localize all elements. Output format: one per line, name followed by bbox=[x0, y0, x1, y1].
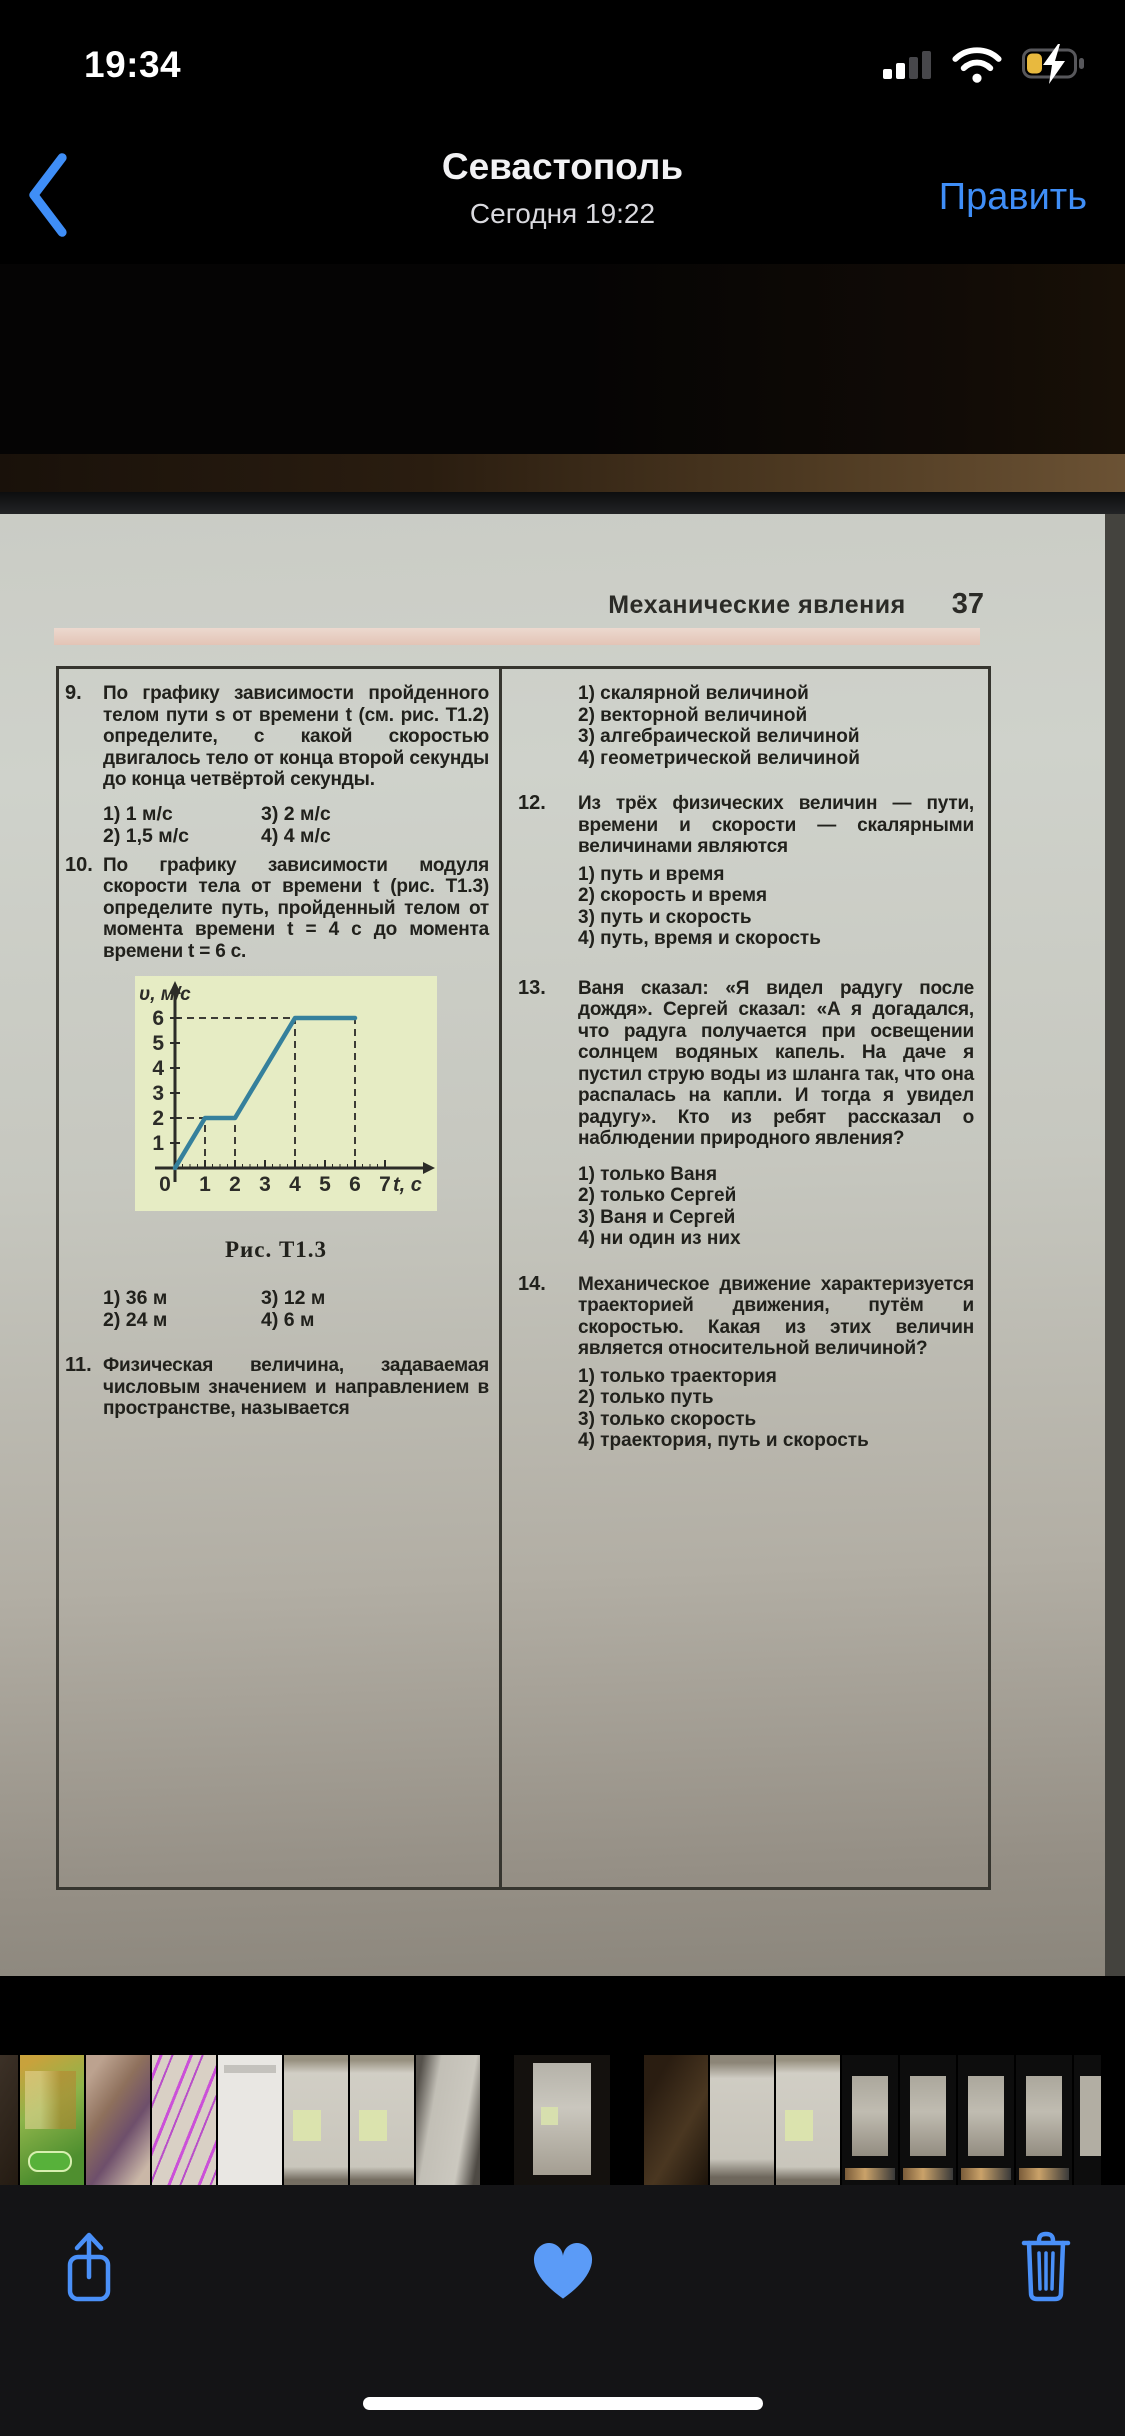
thumbnail-current-photo[interactable] bbox=[514, 2055, 610, 2185]
question-text: Физическая величина, задаваемая числовым значением и направлением в пространстве, называется bbox=[103, 1355, 489, 1419]
svg-text:0: 0 bbox=[159, 1173, 171, 1196]
question-9-options bbox=[103, 803, 489, 847]
section-title: Механические явления bbox=[608, 591, 906, 619]
option: 3) Ваня и Сергей bbox=[578, 1206, 736, 1228]
option: 1) скалярной величиной bbox=[578, 683, 809, 704]
delete-button[interactable] bbox=[1013, 2227, 1079, 2312]
clock: 19:34 bbox=[84, 44, 182, 85]
question-number: 12. bbox=[518, 792, 546, 814]
velocity-time-chart bbox=[135, 976, 437, 1211]
option: 4) геометрической величиной bbox=[578, 747, 860, 769]
thumbnail-nested-screenshot[interactable] bbox=[900, 2055, 956, 2185]
option: 4) 6 м bbox=[261, 1309, 315, 1331]
option: 3) путь и скорость bbox=[578, 906, 752, 928]
svg-text:6: 6 bbox=[152, 1007, 164, 1030]
chart-figure bbox=[135, 976, 437, 1211]
status-bar bbox=[0, 0, 1125, 100]
thumbnail-nested-screenshot[interactable] bbox=[842, 2055, 898, 2185]
question-text: Механическое движение характеризуется траекторией движения, путём и скоростью. Какая из этих величин является относительной величиной? bbox=[578, 1273, 974, 1359]
option: 2) 24 м bbox=[103, 1309, 168, 1331]
option: 4) траектория, путь и скорость bbox=[578, 1430, 869, 1451]
edit-button[interactable]: Править bbox=[938, 176, 1087, 218]
option: 3) только скорость bbox=[578, 1408, 757, 1430]
questions-table bbox=[56, 666, 991, 1890]
svg-text:3: 3 bbox=[259, 1173, 271, 1196]
thumbnail-textbook-graph-page[interactable] bbox=[350, 2055, 414, 2185]
question-10 bbox=[63, 855, 489, 963]
option: 3) алгебраической величиной bbox=[578, 726, 860, 747]
question-text: Из трёх физических величин — пути, времени и скорости — скалярными величинами являются bbox=[578, 793, 974, 857]
question-12-options bbox=[578, 864, 974, 950]
trash-icon bbox=[1013, 2227, 1079, 2307]
thumbnail-homescapes-game[interactable] bbox=[20, 2055, 84, 2185]
photo-date-subtitle: Сегодня 19:22 bbox=[469, 198, 656, 229]
svg-text:3: 3 bbox=[152, 1082, 164, 1105]
thumbnail-nested-screenshot-edge[interactable] bbox=[1074, 2055, 1101, 2185]
home-indicator[interactable] bbox=[363, 2397, 763, 2410]
option: 4) путь, время и скорость bbox=[578, 928, 821, 949]
svg-text:υ, м/с: υ, м/с bbox=[139, 984, 191, 1005]
option: 3) 12 м bbox=[261, 1287, 326, 1309]
svg-text:5: 5 bbox=[152, 1032, 164, 1055]
svg-text:2: 2 bbox=[152, 1107, 164, 1130]
svg-text:6: 6 bbox=[349, 1173, 361, 1196]
option: 1) путь и время bbox=[578, 863, 725, 885]
wifi-icon bbox=[949, 44, 1005, 84]
svg-text:1: 1 bbox=[152, 1132, 164, 1155]
question-12 bbox=[510, 793, 974, 858]
svg-text:4: 4 bbox=[152, 1057, 164, 1080]
thumbnail-edge-photo[interactable] bbox=[0, 2055, 18, 2185]
page-number: 37 bbox=[951, 588, 984, 620]
option: 4) 4 м/с bbox=[261, 824, 331, 847]
option: 1) только Ваня bbox=[578, 1163, 718, 1185]
option: 1) 36 м bbox=[103, 1287, 168, 1309]
thumbnail-notebook-scribbles[interactable] bbox=[152, 2055, 216, 2185]
thumbnail-nested-screenshot[interactable] bbox=[958, 2055, 1014, 2185]
svg-text:5: 5 bbox=[319, 1173, 331, 1196]
nav-bar bbox=[0, 128, 1125, 264]
question-text: По графику зависимости модуля скорости тела от времени t (рис. Т1.3) определите путь, пройденный телом от момента времени t = 4 с до момента времени t = 6 с. bbox=[103, 854, 489, 962]
thumbnail-textbook-page-tilted[interactable] bbox=[416, 2055, 480, 2185]
photo-view[interactable] bbox=[0, 264, 1125, 2055]
left-column bbox=[59, 669, 502, 1887]
photo-location-title: Севастополь bbox=[441, 146, 684, 187]
option: 1) только траектория bbox=[578, 1365, 777, 1387]
question-13-options bbox=[578, 1164, 974, 1250]
cellular-signal-icon bbox=[883, 44, 935, 84]
option: 4) ни один из них bbox=[578, 1228, 741, 1249]
thumbnail-white-screenshot[interactable] bbox=[218, 2055, 282, 2185]
option: 2) скорость и время bbox=[578, 885, 768, 906]
question-text: По графику зависимости пройденного телом пути s от времени t (см. рис. Т1.2) определите, с какой скоростью двигалось тело от конца второй секунды до конца четвёртой секунды. bbox=[103, 683, 489, 790]
option: 1) 1 м/с bbox=[103, 802, 173, 825]
question-number: 11. bbox=[65, 1354, 92, 1376]
question-number: 14. bbox=[518, 1272, 546, 1295]
option: 2) векторной величиной bbox=[578, 704, 808, 726]
page-header bbox=[608, 588, 984, 621]
thumbnail-person-photo[interactable] bbox=[86, 2055, 150, 2185]
battery-charging-icon bbox=[1019, 44, 1093, 84]
question-10-options bbox=[103, 1287, 489, 1331]
photo-shelf-strip bbox=[0, 454, 1125, 496]
option: 2) только путь bbox=[578, 1387, 714, 1408]
heart-filled-icon bbox=[524, 2231, 602, 2301]
question-14-options bbox=[578, 1366, 974, 1452]
svg-text:2: 2 bbox=[229, 1173, 241, 1196]
svg-text:4: 4 bbox=[289, 1173, 301, 1196]
question-number: 9. bbox=[65, 682, 82, 704]
thumbnail-textbook-graph-page[interactable] bbox=[284, 2055, 348, 2185]
thumbnail-nested-screenshot[interactable] bbox=[1016, 2055, 1072, 2185]
figure-caption: Рис. Т1.3 bbox=[224, 1237, 328, 1262]
question-11-options bbox=[578, 683, 974, 769]
svg-text:7: 7 bbox=[379, 1173, 391, 1196]
question-text: Ваня сказал: «Я видел радугу после дождя». Сергей сказал: «А я догадался, что радуга получается при освещении солнцем водяных капель. На даче я пустил струю воды из шланга так, что она распалась на капли. И тогда я увидел радугу». Кто из ребят рассказал о наблюдении природного явления? bbox=[578, 977, 974, 1149]
favorite-button[interactable] bbox=[524, 2231, 602, 2306]
thumbnail-dark-photo[interactable] bbox=[644, 2055, 708, 2185]
option: 2) 1,5 м/с bbox=[103, 824, 189, 847]
question-11 bbox=[63, 1355, 489, 1420]
thumbnail-textbook-page[interactable] bbox=[710, 2055, 774, 2185]
option: 3) 2 м/с bbox=[261, 802, 331, 825]
svg-text:1: 1 bbox=[199, 1173, 211, 1196]
thumbnail-textbook-graph-page[interactable] bbox=[776, 2055, 840, 2185]
textbook-page bbox=[0, 514, 1106, 1976]
photo-dark-background bbox=[0, 264, 1125, 456]
header-rule bbox=[54, 628, 980, 645]
question-9 bbox=[63, 683, 489, 791]
question-13 bbox=[510, 978, 974, 1150]
share-button[interactable] bbox=[56, 2227, 122, 2312]
option: 2) только Сергей bbox=[578, 1185, 737, 1206]
question-number: 10. bbox=[65, 853, 93, 876]
svg-text:t, с: t, с bbox=[393, 1174, 422, 1196]
thumbnail-strip[interactable] bbox=[0, 2055, 1125, 2185]
question-number: 13. bbox=[518, 976, 546, 999]
bottom-toolbar bbox=[0, 2185, 1125, 2436]
question-14 bbox=[510, 1274, 974, 1360]
photo-right-edge bbox=[1105, 514, 1125, 1976]
right-column bbox=[502, 669, 988, 1887]
share-icon bbox=[56, 2227, 122, 2307]
